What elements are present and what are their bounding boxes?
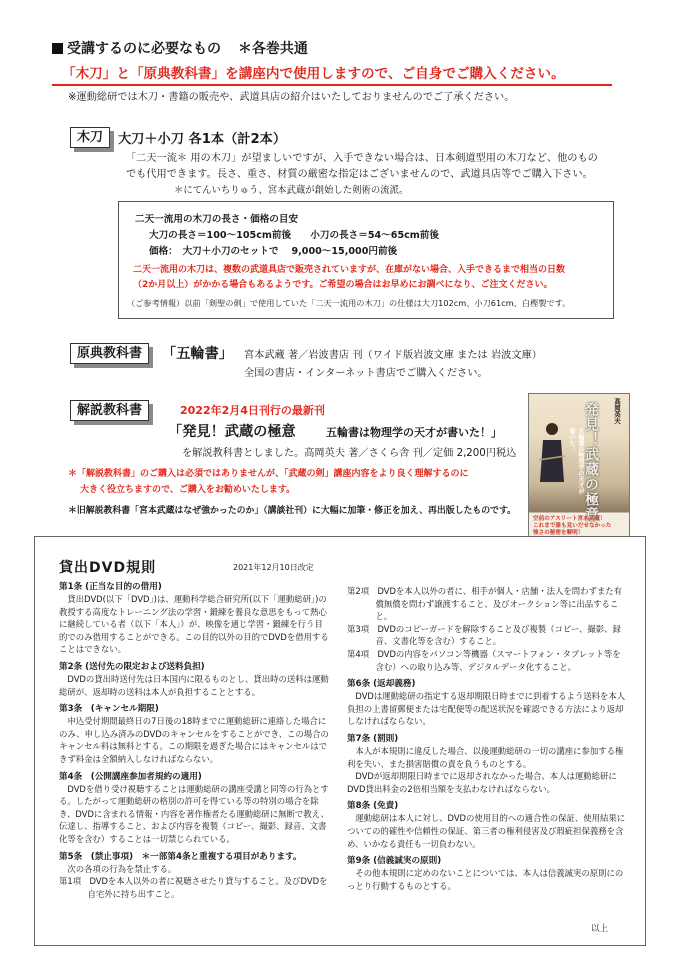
guide-title: 二天一流用の木刀の長さ・価格の目安 (135, 214, 299, 225)
gorin-availability: 全国の書店・インターネット書店でご購入ください。 (244, 368, 488, 379)
rule-paragraph: 運動総研は本人に対し、DVDの使用目的への適合性の保証、使用結果についての的確性や信頼性の保証、第三者の権利侵害及び瑕疵担保義務を含め、いかなる責任も一切負わない。 (347, 813, 626, 849)
section-note: ＊各巻共通 (237, 41, 308, 57)
samurai-figure (539, 420, 565, 484)
banner-underline (52, 84, 612, 86)
rule-paragraph: 貸出DVD(以下「DVD」)は、運動科学総合研究所(以下「運動総研」)の教授する高度なトレーニング法の学習・鍛練を養良な意思をもって熱心に継続している者（以下「本人」）が、映像を通じ学習・鍛練を行う目的でのみ借用することができる。この目的以外の目的でDVDを借用することはできない。 (59, 594, 329, 655)
cover-band-copy (533, 516, 611, 537)
bokuto-heading: 大刀＋小刀 各1本（計2本） (118, 132, 287, 147)
disclaimer-text: ※運動総研では木刀・書籍の販売や、武道具店の紹介はいたしておりませんのでご了承ください。 (68, 92, 515, 103)
square-bullet-icon (52, 43, 63, 54)
bokuto-tag: 木刀 (70, 127, 110, 148)
rule-article-heading: 第1条 (正当な目的の借用) (59, 582, 162, 592)
rule-clause-item: 第1項 DVDを本人以外の者に視聴させたり貸与すること。及びDVDを自宅外に持ち出すこと。 (59, 876, 328, 899)
section-title: 受講するのに必要なもの (67, 41, 221, 57)
rule-paragraph: DVDを借り受け視聴することは運動総研の講座受講と同等の行為とする。したがって運動総研の格別の許可を得ている等の特別の場合を除き、DVDに含まれる情報・内容を著作権者たる運動総研に無断で教え、伝達し、指導すること、および内容を複製（コピー、撮影、録音、文書化等を含む）することは一切禁じられている。 (59, 783, 329, 844)
commentary-note (68, 466, 469, 498)
commentary-note-line: ＊「解説教科書」のご購入は必須ではありませんが、「武蔵の剣」講座内容をより良く理解するのに (68, 469, 469, 479)
guide-warning (133, 263, 565, 293)
dvd-rules-box (34, 536, 646, 946)
commentary-book-title: 「発見！武蔵の極意 (168, 424, 296, 440)
rule-article-heading: 第3条 (キャンセル期限) (59, 704, 159, 715)
commentary-detail: を解説教科書としました。高岡英夫 著／さくら舎 刊／定価 2,200円税込 (182, 448, 517, 459)
rule-clause-item: 第2項 DVDを本人以外の者に、相手が個人・店舗・法人を問わずまた有償無償を問わず譲渡すること、及びオークション等に出品すること。 (347, 586, 623, 622)
cover-band-line: これまで誰も見いだせなかった (533, 523, 612, 529)
bokuto-desc-line: 「二天一流＊ 用の木刀」が望ましいですが、入手できない場合は、日本剣道型用の木刀など、他のもの (126, 153, 598, 164)
gorin-book-title: 「五輪書」 (162, 346, 233, 362)
rule-paragraph: 本人が本規則に違反した場合、以後運動総研の一切の講座に参加する権利を失い、また損害賠償の責を負うものとする。 (347, 745, 624, 769)
commentary-old-edition-note: ＊旧解説教科書「宮本武蔵はなぜ強かったのか」（講談社刊）に大幅に加筆・修正を加え、再出版したものです。 (68, 506, 516, 516)
rules-title: 貸出DVD規則 (59, 560, 157, 576)
gorin-publisher: 宮本武蔵 著／岩波書店 刊（ワイド版岩波文庫 または 岩波文庫） (244, 350, 542, 361)
guide-reference: （ご参考情報）以前「剣聖の剣」で使用していた「二天一流用の木刀」の仕様は大刀102cm、小刀61cm、白樫製です。 (127, 298, 571, 308)
book-cover (528, 393, 630, 547)
cover-subtitle: 五輪書は物理学の天才が書いた！ (568, 428, 584, 494)
rule-article-heading: 第5条 (禁止事項) ＊一部第4条と重複する項目があります。 (59, 851, 302, 862)
rule-article-heading: 第4条 (公開講座参加者規約の適用) (59, 771, 202, 782)
bokuto-description (126, 151, 598, 199)
rules-right-column (347, 585, 627, 892)
rule-clause-item: 第4項 DVDの内容をパソコン等機器（スマートフォン・タブレット等を含む）への取り込み等、デジタルデータ化すること。 (347, 648, 621, 672)
rule-article-heading: 第8条 (免責) (347, 801, 399, 812)
commentary-tag: 解説教科書 (70, 400, 149, 421)
rule-paragraph: 申込受付期間最終日の7日後の18時までに運動総研に連絡した場合にのみ、申し込み済みのDVDのキャンセルをすることができ、この場合のキャンセル料は無料とする。この期限を過ぎた場合にはキャンセルはできず料金は全額納入しなければならない。 (59, 716, 329, 764)
original-text-tag: 原典教科書 (70, 343, 149, 364)
rule-paragraph: DVDは運動総研の指定する返却期限日時までに到着するよう送料を本人負担の上書留郵便または宅配便等の配送状況を確認できる方法により返却しなければならない。 (347, 691, 626, 727)
rule-clause-item: 第3項 DVDのコピーガードを解除すること及び複製（コピー、撮影、録音、文書化等を含む）すること。 (347, 623, 621, 647)
rules-date: 2021年12月10日改定 (233, 563, 314, 572)
rule-paragraph: DVDの貸出時送付先は日本国内に限るものとし、貸出時の送料は運動総研が、返却時の送料は本人が負担することとする。 (59, 673, 329, 697)
bokuto-guide-box (118, 201, 614, 319)
section-heading (52, 38, 308, 58)
rule-paragraph: 次の各項の行為を禁止する。 (59, 863, 177, 874)
commentary-subtitle: 五輪書は物理学の天才が書いた！」 (326, 426, 502, 439)
rule-article-heading: 第9条 (信義誠実の原則) (347, 856, 442, 867)
rule-article-heading: 第2条 (送付先の限定および送料負担) (59, 661, 205, 672)
cover-author: 高岡英夫 (613, 398, 621, 424)
bokuto-desc-footnote: ＊にてんいちりゅう、宮本武蔵が創始した剣術の流派。 (174, 185, 409, 196)
commentary-date: 2022年2月4日刊行の最新刊 (180, 404, 325, 417)
cover-title: 発見！武蔵の極意 (583, 402, 599, 522)
guide-warning-line: 二天一流用の木刀は、複数の武道具店で販売されていますが、在庫がない場合、入手できるまで相当の日数 (133, 265, 566, 275)
guide-lengths: 大刀の長さ＝100～105cm前後 小刀の長さ＝54～65cm前後 (149, 230, 439, 241)
guide-warning-line: （2か月以上）がかかる場合もあるようです。ご希望の場合はお早めにお調べになり、ご注文ください。 (133, 280, 553, 290)
usage-banner: 「木刀」と「原典教科書」を講座内で使用しますので、ご自身でご購入ください。 (62, 66, 565, 82)
rules-end-mark: 以上 (591, 924, 609, 934)
bokuto-desc-line: でも代用できます。長さ、重さ、材質の厳密な指定はございませんので、武道具店等でご購入下さい。 (126, 169, 593, 180)
rule-paragraph: その他本規則に定めのないことについては、本人は信義誠実の原則にのっとり行動するものとする。 (347, 868, 624, 891)
cover-band-line: 空前のアスリート宮本武蔵！ (533, 516, 606, 522)
guide-price: 価格： 大刀＋小刀のセットで 9,000～15,000円前後 (149, 246, 398, 257)
rules-left-column (59, 581, 329, 900)
rule-article-heading: 第6条 (返却義務) (347, 679, 416, 690)
commentary-note-line: 大きく役立ちますので、ご購入をお勧めいたします。 (80, 485, 296, 495)
rule-paragraph: DVDが返却期限日時までに返却されなかった場合、本人は運動総研にDVD貸出料金の2倍相当額を支払わなければならない。 (347, 771, 617, 794)
cover-band-line: 強さの秘密を解明！ (533, 530, 584, 536)
rule-article-heading: 第7条 (罰則) (347, 733, 399, 744)
